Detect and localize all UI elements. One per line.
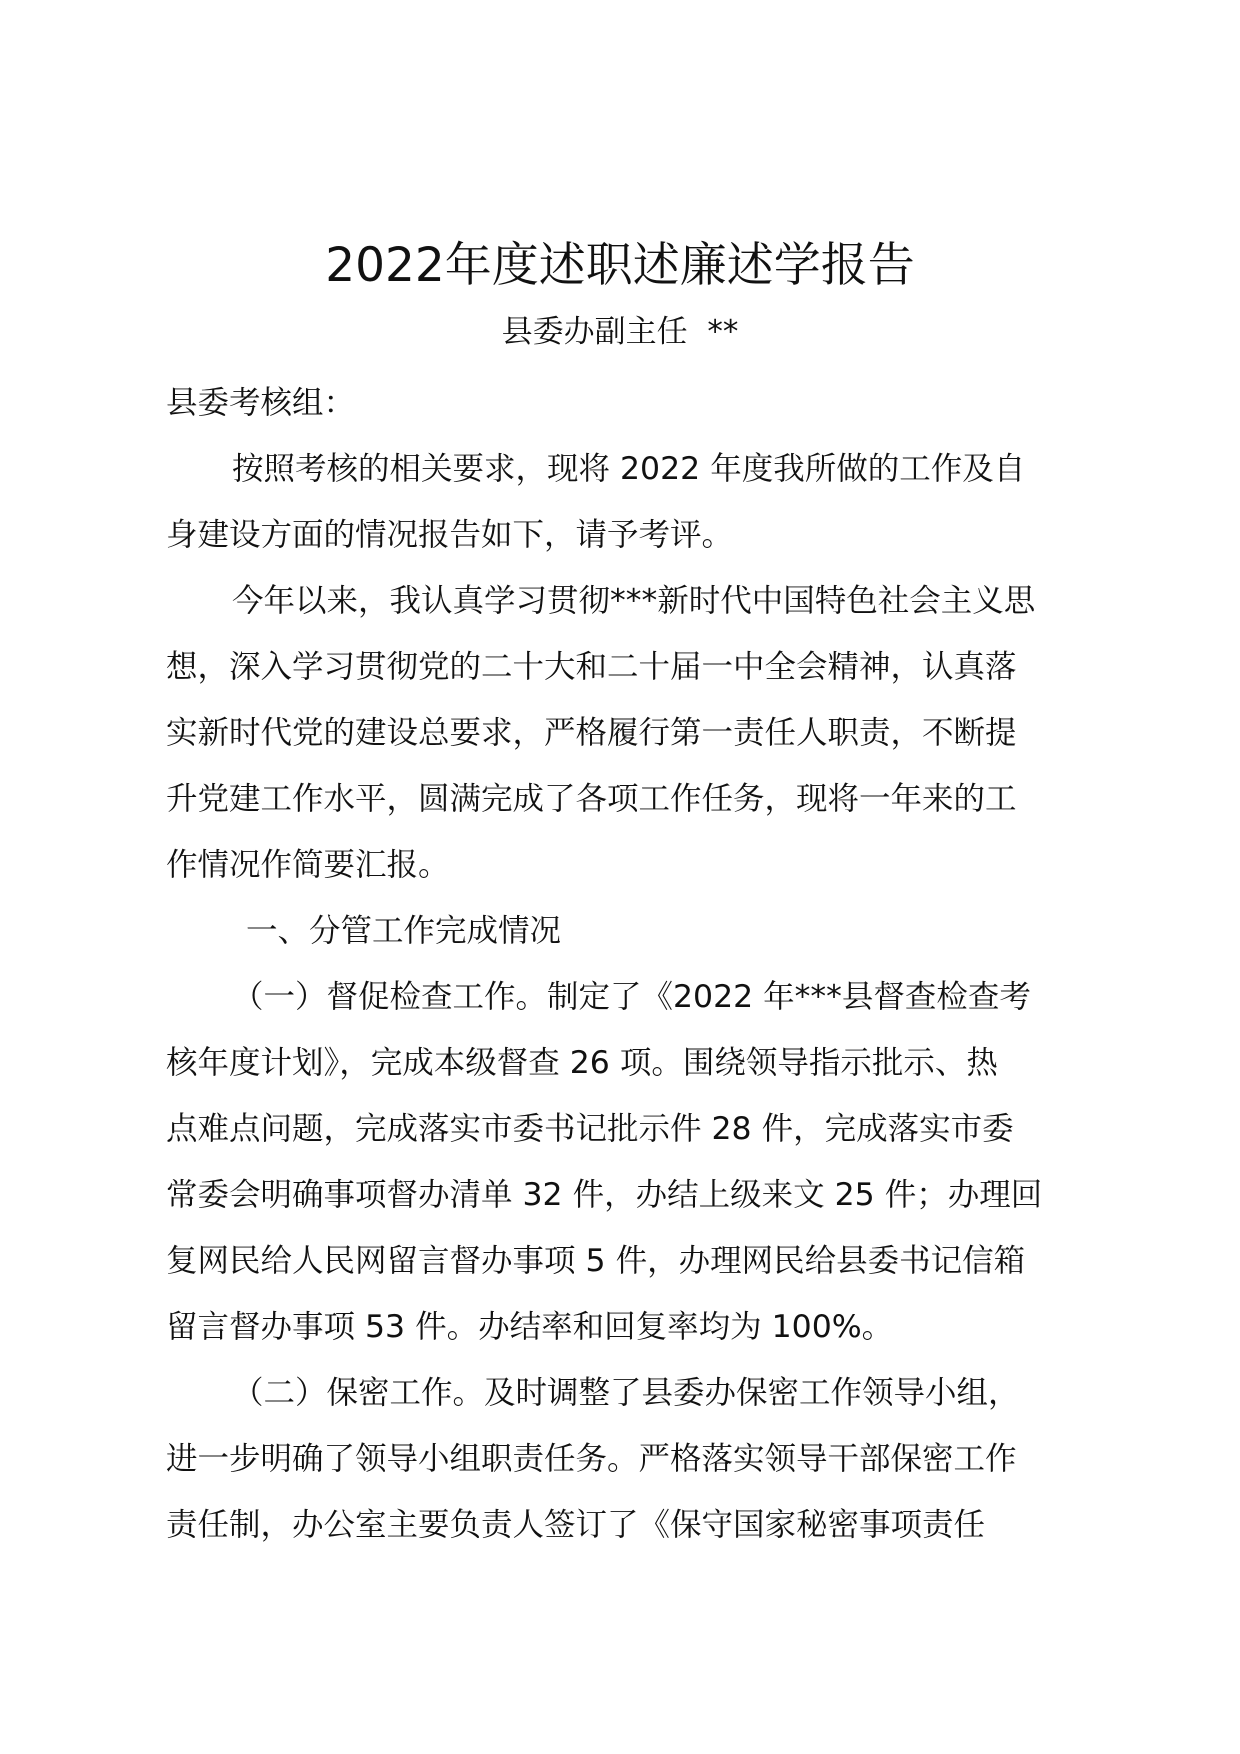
- paragraph-line: 身建设方面的情况报告如下，请予考评。: [166, 517, 734, 553]
- paragraph-line: 责任制，办公室主要负责人签订了《保守国家秘密事项责任: [166, 1507, 986, 1543]
- paragraph-line: 今年以来，我认真学习贯彻***新时代中国特色社会主义思: [232, 583, 1036, 619]
- paragraph-line: 留言督办事项 53 件。办结率和回复率均为 100%。: [166, 1309, 894, 1345]
- paragraph-line: 常委会明确事项督办清单 32 件，办结上级来文 25 件；办理回: [166, 1177, 1043, 1213]
- paragraph-line: （一）督促检查工作。制定了《2022 年***县督查检查考: [232, 979, 1031, 1015]
- paragraph-line: 升党建工作水平，圆满完成了各项工作任务，现将一年来的工: [166, 781, 1017, 817]
- paragraph-line: 点难点问题，完成落实市委书记批示件 28 件，完成落实市委: [166, 1111, 1014, 1147]
- paragraph-line: 核年度计划》，完成本级督查 26 项。围绕领导指示批示、热: [166, 1045, 998, 1081]
- document-title: 2022年度述职述廉述学报告: [325, 238, 915, 293]
- paragraph-line: （二）保密工作。及时调整了县委办保密工作领导小组，: [232, 1375, 1020, 1411]
- section-heading: 一、分管工作完成情况: [246, 913, 562, 949]
- paragraph-line: 实新时代党的建设总要求，严格履行第一责任人职责，不断提: [166, 715, 1017, 751]
- paragraph-line: 进一步明确了领导小组职责任务。严格落实领导干部保密工作: [166, 1441, 1017, 1477]
- salutation: 县委考核组：: [166, 385, 356, 421]
- document-body: [166, 370, 1086, 1558]
- paragraph-line: 想，深入学习贯彻党的二十大和二十届一中全会精神，认真落: [166, 649, 1017, 685]
- paragraph-line: 作情况作简要汇报。: [166, 847, 450, 883]
- paragraph-line: 复网民给人民网留言督办事项 5 件，办理网民给县委书记信箱: [166, 1243, 1026, 1279]
- paragraph-line: 按照考核的相关要求，现将 2022 年度我所做的工作及自: [232, 451, 1026, 487]
- document-author: 县委办副主任 **: [501, 314, 739, 350]
